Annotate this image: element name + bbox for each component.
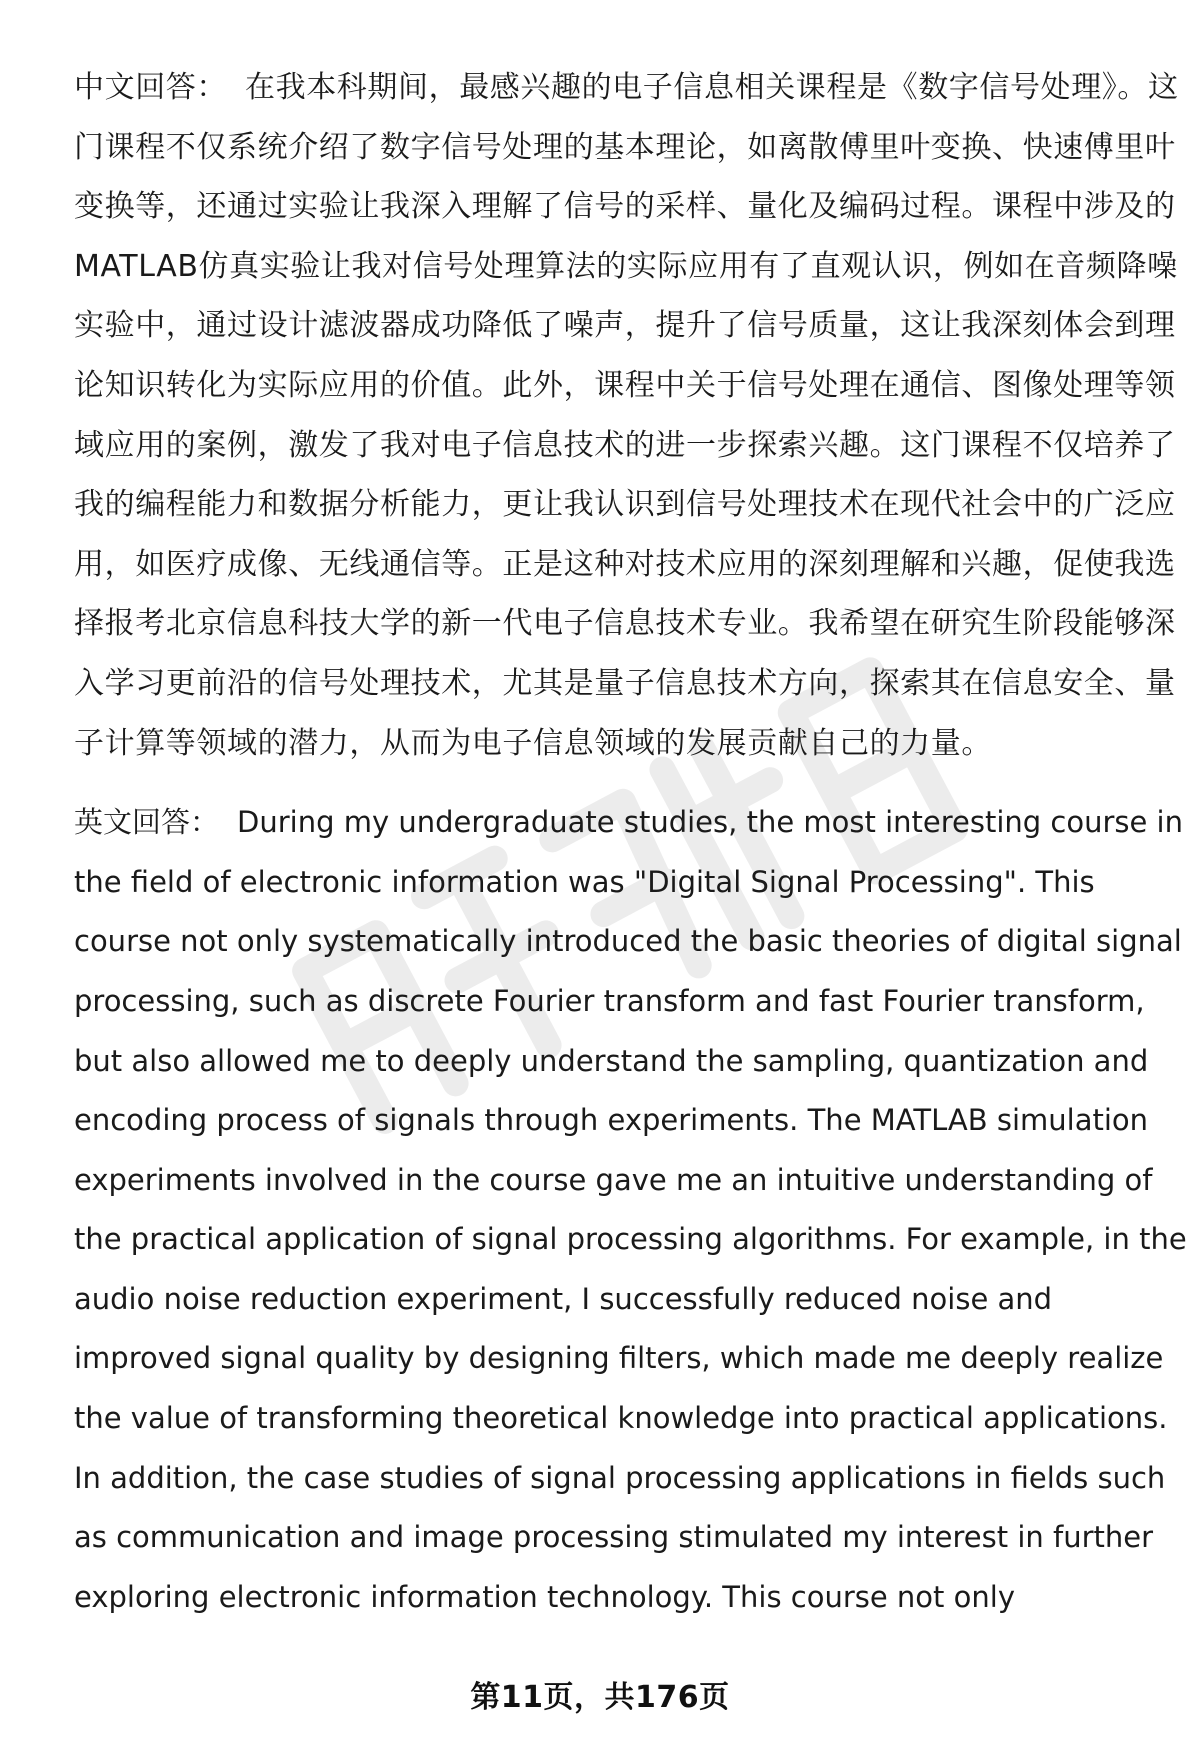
text-line: 在我本科期间，最感兴趣的电子信息相关课程是《数字信号处理》。这 [245,70,1179,105]
text-line: encoding process of signals through experiments. The MATLAB simulation [74,1103,1149,1138]
chinese-answer-first-line [74,58,1179,118]
english-answer-paragraph [74,793,1187,1627]
text-line: as communication and image processing stimulated my interest in further [74,1520,1154,1555]
text-line: In addition, the case studies of signal processing applications in fields such [74,1460,1166,1495]
text-line: 门课程不仅系统介绍了数字信号处理的基本理论，如离散傅里叶变换、快速傅里叶 [74,129,1176,165]
text-line: 子计算等领域的潜力，从而为电子信息领域的发展贡献自己的力量。 [74,725,992,761]
text-line: the practical application of signal processing algorithms. For example, in the [74,1222,1187,1257]
document-body [74,58,1187,1627]
text-line: 用，如医疗成像、无线通信等。正是这种对技术应用的深刻理解和兴趣，促使我选 [74,546,1176,582]
text-line: 论知识转化为实际应用的价值。此外，课程中关于信号处理在通信、图像处理等领 [74,367,1176,403]
text-line: course not only systematically introduced the basic theories of digital signal [74,924,1182,959]
text-line: improved signal quality by designing filters, which made me deeply realize [74,1341,1164,1376]
text-line: experiments involved in the course gave me an intuitive understanding of [74,1162,1153,1197]
text-line: processing, such as discrete Fourier transform and fast Fourier transform, [74,983,1145,1018]
text-line: During my undergraduate studies, the most interesting course in [237,805,1183,840]
text-line: audio noise reduction experiment, I successfully reduced noise and [74,1281,1053,1316]
chinese-answer-paragraph [74,58,1179,773]
text-line: 择报考北京信息科技大学的新一代电子信息技术专业。我希望在研究生阶段能够深 [74,606,1176,642]
text-line: the value of transforming theoretical knowledge into practical applications. [74,1401,1168,1436]
text-line: 变换等，还通过实验让我深入理解了信号的采样、量化及编码过程。课程中涉及的 [74,189,1176,225]
english-answer-first-line [74,793,1183,853]
page-number: 第11页，共176页 [470,1680,730,1715]
text-line: but also allowed me to deeply understand the sampling, quantization and [74,1043,1149,1078]
text-line: 我的编程能力和数据分析能力，更让我认识到信号处理技术在现代社会中的广泛应 [74,487,1176,523]
text-line: MATLAB仿真实验让我对信号处理算法的实际应用有了直观认识，例如在音频降噪 [74,248,1178,284]
english-answer-label: 英文回答： [74,805,220,840]
text-line: exploring electronic information technology. This course not only [74,1579,1015,1614]
text-line: 入学习更前沿的信号处理技术，尤其是量子信息技术方向，探索其在信息安全、量 [74,665,1176,701]
text-line: 实验中，通过设计滤波器成功降低了噪声，提升了信号质量，这让我深刻体会到理 [74,308,1176,344]
text-line: the field of electronic information was "Digital Signal Processing". This [74,864,1095,899]
text-line: 域应用的案例，激发了我对电子信息技术的进一步探索兴趣。这门课程不仅培养了 [74,427,1176,463]
chinese-answer-label: 中文回答： [74,70,227,105]
